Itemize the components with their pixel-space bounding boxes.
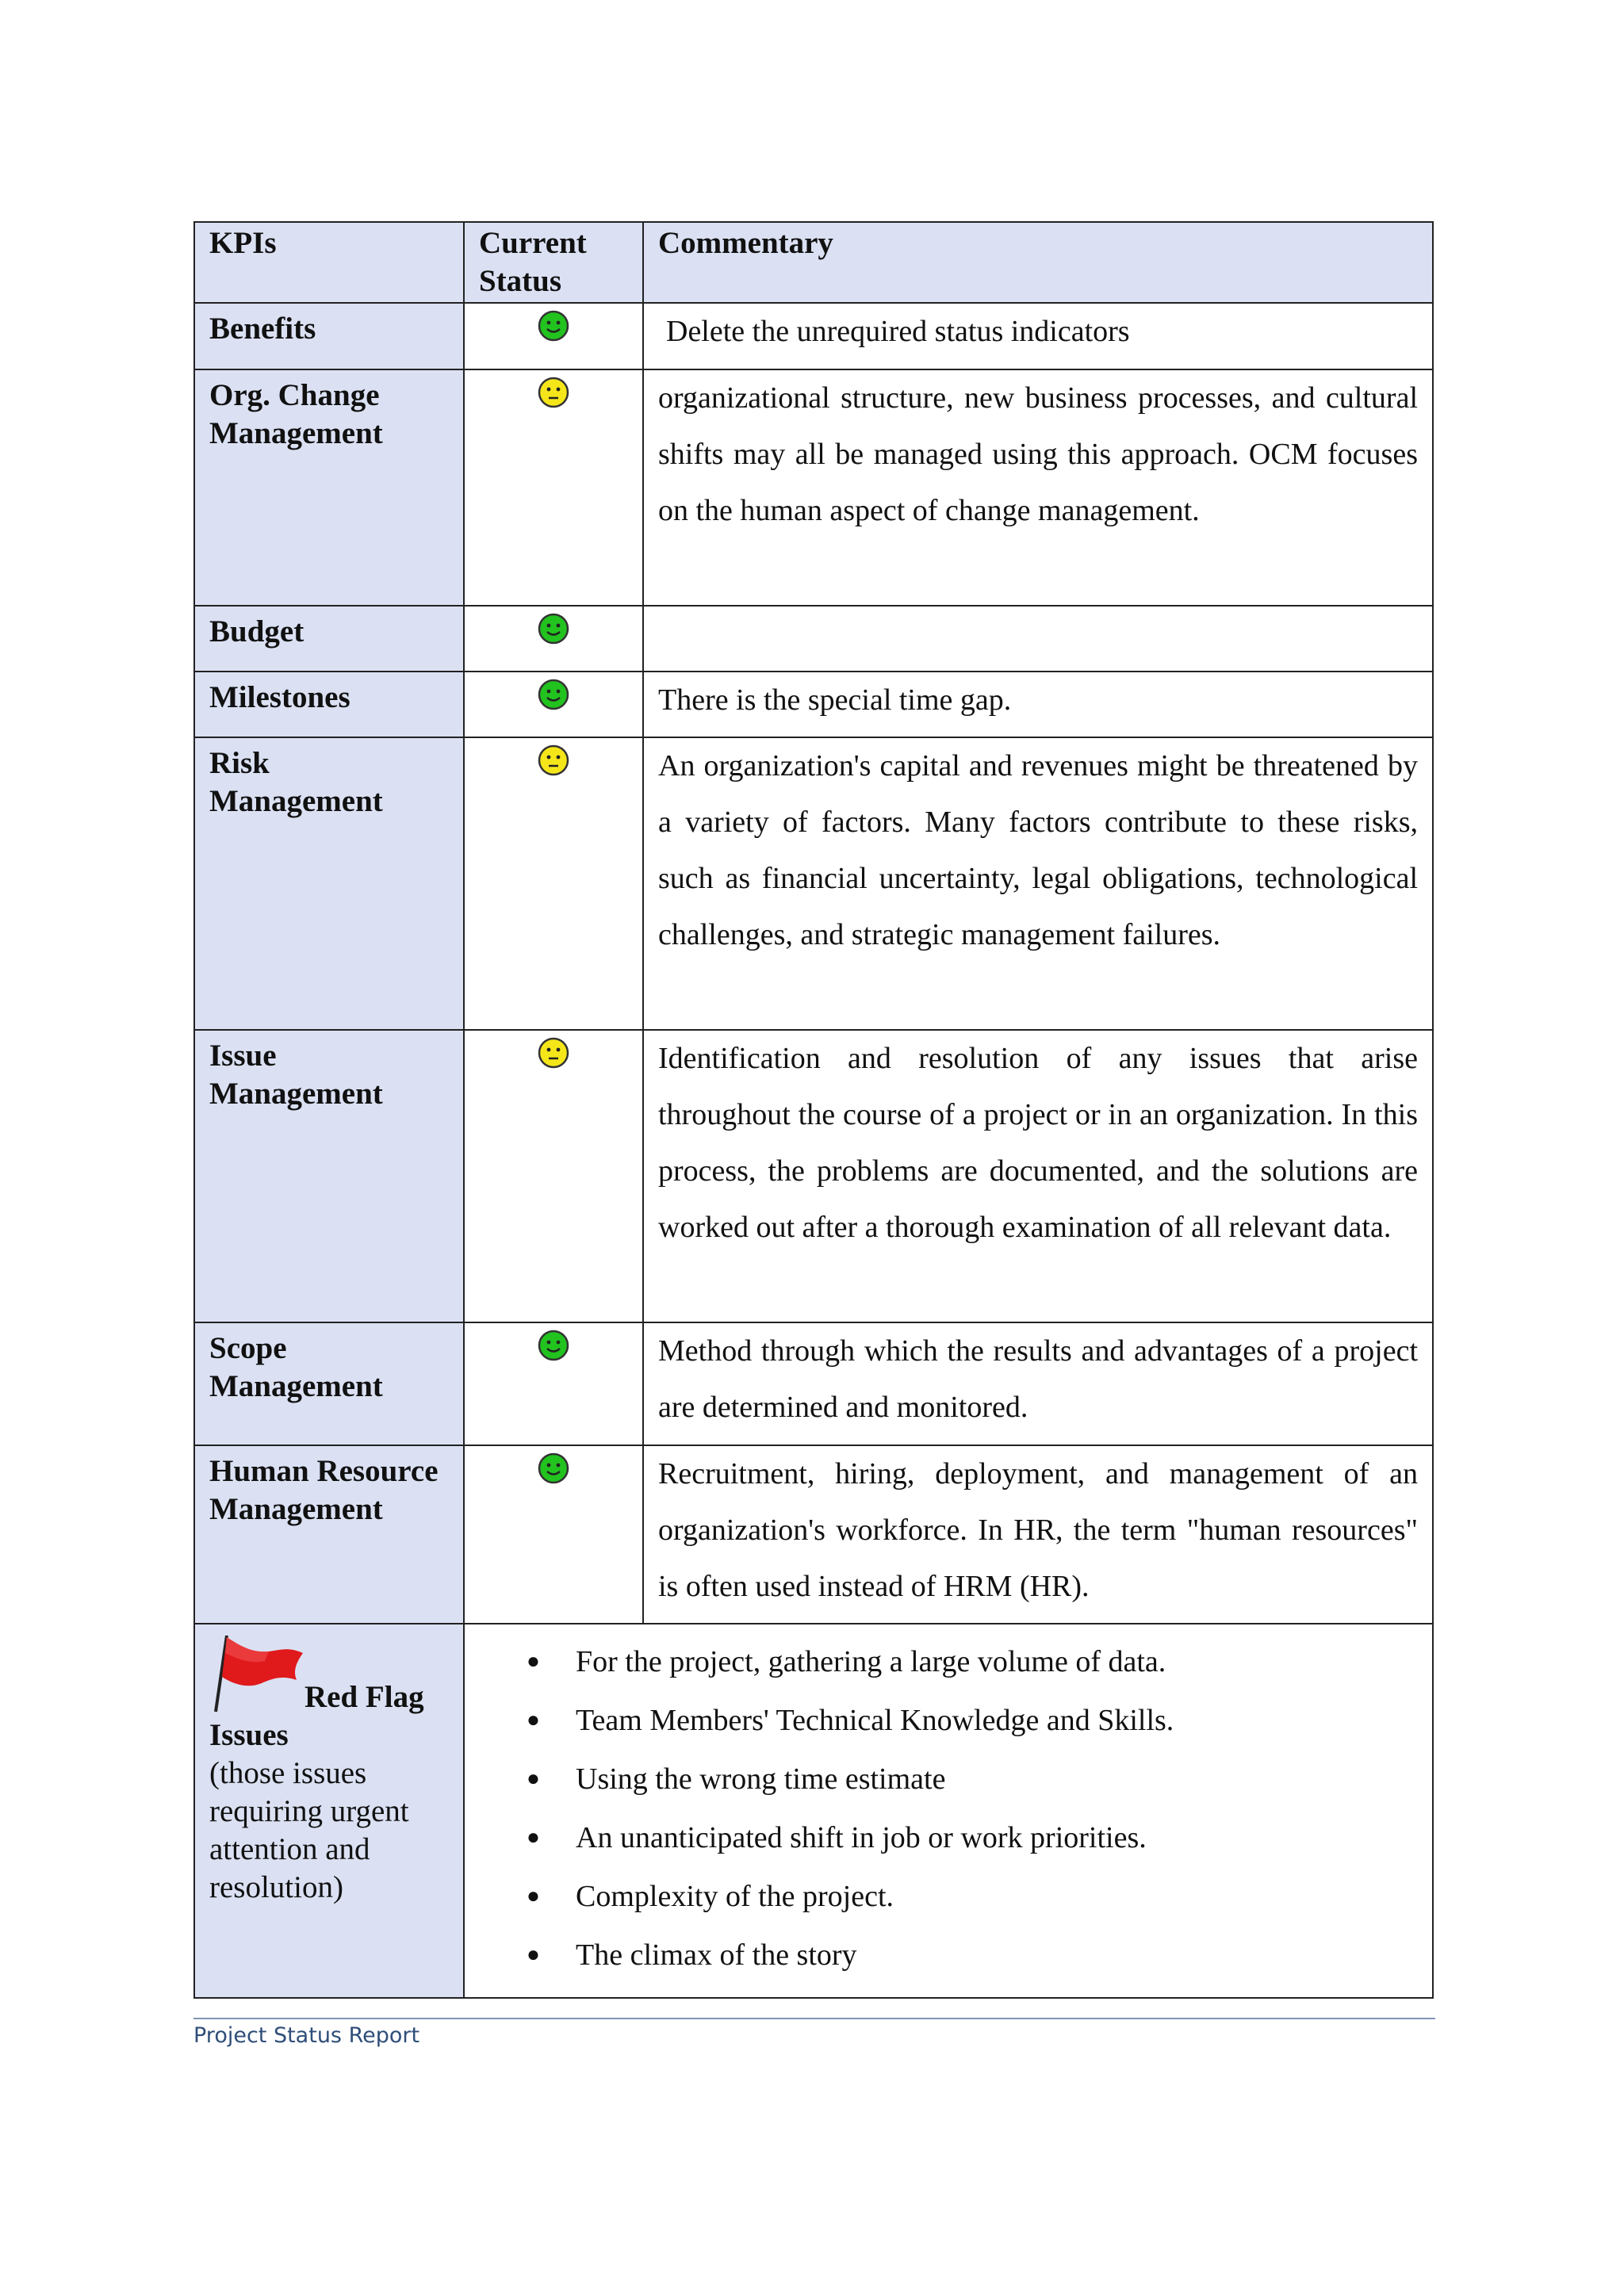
yellow-smiley-icon [538, 377, 569, 408]
green-smiley-icon [538, 1330, 569, 1361]
list-item [465, 1750, 1432, 1808]
kpi-label: Budget [194, 606, 464, 672]
list-item [465, 1632, 1432, 1691]
kpi-label: Benefits [194, 303, 464, 369]
footer-title: Project Status Report [193, 2023, 420, 2048]
commentary-text: Identification and resolution of any issues that arise throughout the course of a project or in an organization. In this process, the problems are documented, and the solutions are worked out after a thorough examination of all relevant data. [658, 1042, 1418, 1244]
commentary-cell [643, 369, 1433, 606]
kpi-label: Risk Management [194, 737, 464, 1030]
status-indicator [464, 737, 643, 1030]
list-item [465, 1691, 1432, 1750]
bullet-icon: ● [527, 1766, 540, 1791]
green-smiley-icon [538, 679, 569, 710]
status-indicator [464, 1322, 643, 1445]
table-row [194, 672, 1433, 737]
commentary-text: Delete the unrequired status indicators [666, 315, 1130, 348]
table-row [194, 1030, 1433, 1322]
kpi-label: Milestones [194, 672, 464, 737]
bullet-icon: ● [527, 1649, 540, 1674]
list-item [465, 1926, 1432, 1984]
kpi-label: Org. Change Management [194, 369, 464, 606]
yellow-smiley-icon [538, 744, 569, 776]
issue-text: The climax of the story [576, 1938, 857, 1972]
commentary-cell [643, 1030, 1433, 1322]
issue-text: Complexity of the project. [576, 1880, 894, 1913]
status-indicator [464, 672, 643, 737]
footer-divider [193, 2018, 1435, 2019]
header-current-status: Current Status [464, 222, 643, 303]
red-flag-title: Red Flag Issues [209, 1680, 424, 1752]
status-indicator [464, 1030, 643, 1322]
table-row [194, 303, 1433, 369]
table-row [194, 737, 1433, 1030]
commentary-text: Method through which the results and advantages of a project are determined and monitored. [658, 1334, 1418, 1424]
table-row [194, 1445, 1433, 1624]
green-smiley-icon [538, 310, 569, 342]
list-item [465, 1808, 1432, 1867]
commentary-text: There is the special time gap. [658, 683, 1012, 717]
bullet-icon: ● [527, 1942, 540, 1967]
green-smiley-icon [538, 1452, 569, 1484]
header-kpis: KPIs [194, 222, 464, 303]
kpi-label: Human Resource Management [194, 1445, 464, 1624]
header-commentary: Commentary [643, 222, 1433, 303]
red-flag-icon [209, 1629, 304, 1716]
commentary-text: organizational structure, new business processes, and cultural shifts may all be managed using this approach. OCM focuses on the human aspect of change management. [658, 381, 1418, 527]
table-header-row [194, 222, 1433, 303]
commentary-cell [643, 672, 1433, 737]
issue-text: For the project, gathering a large volume of data. [576, 1645, 1166, 1678]
kpi-status-table [193, 221, 1434, 1999]
commentary-cell [643, 606, 1433, 672]
table-row [194, 369, 1433, 606]
red-flag-issues-cell [464, 1624, 1433, 1998]
table-row [194, 1322, 1433, 1445]
red-flag-row [194, 1624, 1433, 1998]
bullet-icon: ● [527, 1825, 540, 1850]
kpi-label: Scope Management [194, 1322, 464, 1445]
red-flag-label-cell [194, 1624, 464, 1998]
status-indicator [464, 303, 643, 369]
issue-text: Using the wrong time estimate [576, 1762, 946, 1796]
red-flag-issues-list [465, 1624, 1432, 1997]
bullet-icon: ● [527, 1884, 540, 1908]
bullet-icon: ● [527, 1708, 540, 1732]
kpi-label: Issue Management [194, 1030, 464, 1322]
commentary-cell [643, 303, 1433, 369]
issue-text: Team Members' Technical Knowledge and Skills. [576, 1704, 1174, 1737]
status-indicator [464, 606, 643, 672]
commentary-text: An organization's capital and revenues might be threatened by a variety of factors. Many factors contribute to these risks, such as financial uncertainty, legal obligations, technological challenges, and strategic management failures. [658, 749, 1418, 951]
status-indicator [464, 369, 643, 606]
list-item [465, 1867, 1432, 1926]
red-flag-subtitle: (those issues requiring urgent attention and resolution) [209, 1756, 409, 1904]
status-indicator [464, 1445, 643, 1624]
commentary-text: Recruitment, hiring, deployment, and management of an organization's workforce. In HR, the term "human resources" is often used instead of HRM (HR). [658, 1457, 1418, 1603]
commentary-cell [643, 1322, 1433, 1445]
green-smiley-icon [538, 613, 569, 645]
table-row [194, 606, 1433, 672]
yellow-smiley-icon [538, 1037, 569, 1069]
commentary-cell [643, 737, 1433, 1030]
issue-text: An unanticipated shift in job or work priorities. [576, 1821, 1147, 1854]
commentary-cell [643, 1445, 1433, 1624]
